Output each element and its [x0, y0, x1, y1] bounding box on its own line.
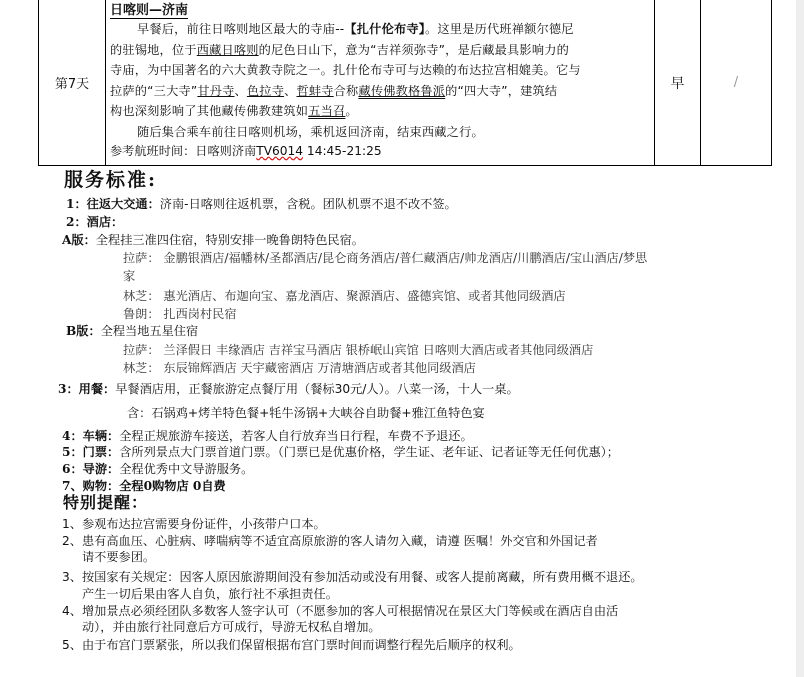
- hotel-a-line: A版：全程挂三准四住宿，特别安排一晚鲁朗特色民宿。: [62, 233, 364, 247]
- flight-info: 参考航班时间：日喀则济南TV6014 14:45-21:25: [110, 144, 382, 158]
- hotel-b-lhasa: 拉萨： 兰泽假日 丰缘酒店 吉祥宝马酒店 银桥岷山宾馆 日喀则大酒店或者其他同级酒店: [123, 343, 594, 357]
- hotel-cell: /: [701, 0, 772, 166]
- hotel-a-lhasa: 拉萨： 金鹏银酒店/福幡林/圣都酒店/昆仑商务酒店/普仁藏酒店/帅龙酒店/川鹏酒店/宝山酒店/梦思: [123, 251, 648, 265]
- hotel-a-lhasa-cont: 家: [123, 269, 136, 283]
- note-2: 2、患有高血压、心脏病、哮喘病等不适宜高原旅游的客人请勿入藏，请遵 医嘱！外交官和外国记者: [62, 534, 598, 548]
- car-line: 4：车辆：全程正规旅游车接送，若客人自行放弃当日行程，车费不予退还。: [62, 429, 473, 443]
- hotel-label: 2：酒店：: [66, 215, 124, 229]
- service-heading: 服务标准:: [64, 169, 158, 191]
- notes-heading: 特别提醒：: [63, 493, 149, 512]
- day-paragraph-2: 随后集合乘车前往日喀则机场，乘机返回济南，结束西藏之行。: [137, 124, 484, 139]
- ticket-line: 5：门票：含所列景点大门票首道门票。（门票已是优惠价格，学生证、老年证、记者证等无任何优惠）；: [62, 445, 619, 459]
- day-paragraph-1: 早餐后，前往日喀则地区最大的寺庙--【扎什伦布寺】。这里是历代班禅额尔德尼: [137, 22, 574, 36]
- note-3-cont: 产生一切后果由客人自负，旅行社不承担责任。: [82, 587, 338, 601]
- page-edge: [796, 0, 804, 677]
- hotel-b-linzhi: 林芝： 东辰锦辉酒店 天宇藏密酒店 万清塘酒店或者其他同级酒店: [123, 361, 476, 375]
- note-2-cont: 请不要参团。: [82, 550, 156, 564]
- day-content: 日喀则—济南 早餐后，前往日喀则地区最大的寺庙--【扎什伦布寺】。这里是历代班禅额尔德尼 的驻锡地，位于西藏日喀则的尼色日山下，意为“吉祥须弥寺”，是后藏最具影响力的 寺庙，为中国著名的六大黄教寺院之一。扎什伦布寺可与达赖的布达拉宫相媲美。它与 拉萨的“三大寺”甘丹寺、色拉寺、哲蚌寺合称藏传佛教格鲁派的“四大寺”，建筑结 构也深刻影响了其他藏传佛教建筑如五当召。 随后集合乘车前往日喀则机场，乘机返回济南，结束西藏之行。 参考航班时间：日喀则济南TV6014 14:45-21:25: [106, 0, 655, 166]
- hotel-a-lulang: 鲁朗： 扎西岗村民宿: [123, 307, 237, 321]
- note-1: 1、参观布达拉宫需要身份证件，小孩带户口本。: [62, 517, 326, 531]
- itinerary-table: [38, 0, 772, 166]
- note-4-cont: 动），并由旅行社同意后方可成行，导游无权私自增加。: [82, 620, 381, 634]
- table-row: [39, 0, 772, 166]
- meal-cell: 早: [655, 0, 701, 166]
- guide-line: 6：导游：全程优秀中文导游服务。: [62, 462, 254, 476]
- transport-line: 1：往返大交通：济南-日喀则往返机票，含税。团队机票不退不改不签。: [66, 197, 457, 211]
- note-3: 3、按国家有关规定：因客人原因旅游期间没有参加活动或没有用餐、或客人提前离藏，所有费用概不退还。: [62, 570, 643, 584]
- day-title: 日喀则—济南: [110, 3, 189, 18]
- shopping-line: 7、购物：全程0购物店 0自费: [62, 479, 226, 493]
- note-4: 4、增加景点必须经团队多数客人签字认可（不愿参加的客人可根据情况在景区大门等候或在酒店自由活: [62, 604, 619, 618]
- meal-line: 3：用餐：早餐酒店用，正餐旅游定点餐厅用（餐标30元/人）。八菜一汤，十人一桌。: [58, 382, 519, 396]
- day-label: 第7天: [39, 0, 106, 166]
- hotel-b-line: B版：全程当地五星住宿: [66, 324, 199, 338]
- hotel-a-linzhi: 林芝： 惠光酒店、布迦向宝、嘉龙酒店、聚源酒店、盛德宾馆、或者其他同级酒店: [123, 289, 566, 303]
- meal-include: 含：石锅鸡+烤羊特色餐+牦牛汤锅+大峡谷自助餐+雅江鱼特色宴: [127, 406, 485, 420]
- note-5: 5、由于布宫门票紧张，所以我们保留根据布宫门票时间而调整行程先后顺序的权利。: [62, 638, 521, 652]
